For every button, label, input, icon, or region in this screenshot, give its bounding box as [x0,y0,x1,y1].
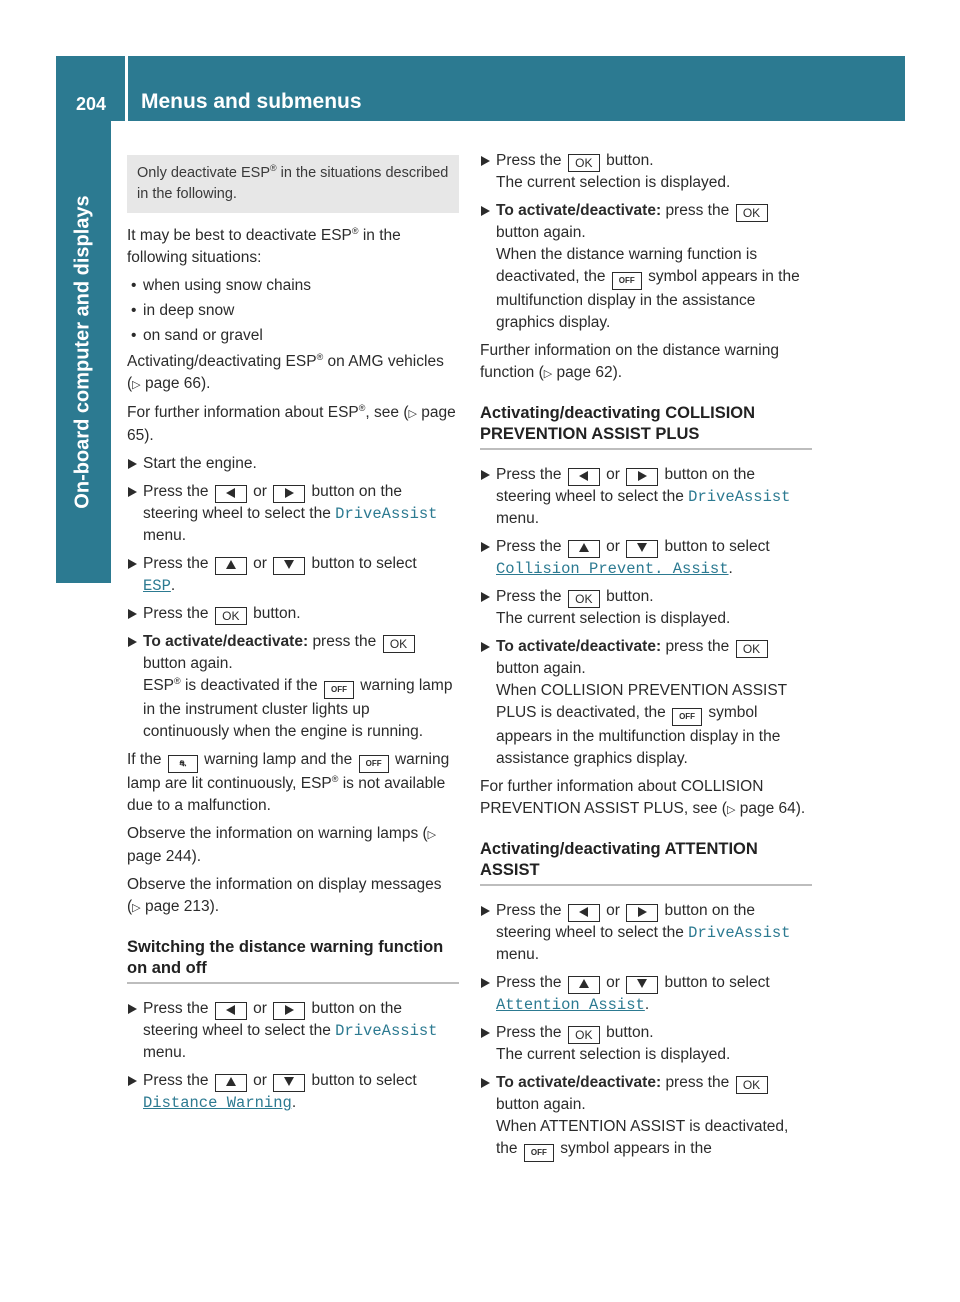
step-arrow-icon [128,559,137,569]
left-column [127,150,459,1120]
menu-name: DriveAssist [335,505,438,523]
side-tab-label: On-board computer and displays [71,195,94,509]
left-arrow-button-icon [568,904,600,922]
page-title: Menus and submenus [141,90,362,113]
menu-name: DriveAssist [688,488,791,506]
step: Press the or button on the steering wheel to select the DriveAssist menu. [480,900,812,966]
step: To activate/deactivate: press the OK button again. When ATTENTION ASSIST is deactivated, the OFF symbol appears in the [480,1072,812,1162]
step: Press the OK button. The current selection is displayed. [480,1022,812,1066]
ok-button-icon: OK [568,1026,600,1044]
step: Press the or button to select Distance Warning. [127,1070,459,1114]
further-text: Further information on the distance warning function (▷ page 62). [480,342,779,381]
note-box: Only deactivate ESP® in the situations described in the following. [127,155,459,213]
menu-item-name: Attention Assist [496,996,645,1014]
page-link[interactable]: page 244). [127,848,202,865]
page-ref-icon: ▷ [427,829,437,841]
step: To activate/deactivate: press the OK button again. ESP® is deactivated if the OFF warning lamp in the instrument cluster lights up continuously when the engine is running. [127,631,459,743]
right-arrow-button-icon [626,468,658,486]
esp-off-warning-lamp-icon: OFF [359,755,389,773]
step-arrow-icon [481,156,490,166]
step-arrow-icon [481,470,490,480]
page-ref-icon: ▷ [132,379,141,391]
ok-button-icon: OK [215,607,247,625]
step-arrow-icon [128,1076,137,1086]
bullet-list [127,275,459,347]
step: Press the or button to select Collision Prevent. Assist. [480,536,812,580]
step: Press the OK button. The current selection is displayed. [480,586,812,630]
menu-name: DriveAssist [335,1022,438,1040]
section-heading: Activating/deactivating COLLISION PREVENTION ASSIST PLUS [480,403,812,450]
observe-text: Observe the information on warning lamps (▷ page 244). [127,825,437,865]
header-divider [125,56,128,121]
step-arrow-icon [128,609,137,619]
down-arrow-button-icon [273,557,305,575]
right-arrow-button-icon [273,485,305,503]
further-text: For further information about ESP®, see (▷ page 65). [127,402,456,444]
page-link[interactable]: page 66). [144,375,211,392]
ok-button-icon: OK [383,635,415,653]
step-arrow-icon [481,592,490,602]
step-arrow-icon [481,206,490,216]
step-arrow-icon [481,906,490,916]
ok-button-icon: OK [568,154,600,172]
page-ref-icon: ▷ [726,804,736,816]
right-column [480,150,812,1168]
page-link[interactable]: page 213). [144,898,220,915]
step: Press the OK button. [127,603,459,625]
step-arrow-icon [481,978,490,988]
esp-warning-lamp-icon: ⛐ [168,755,198,773]
distance-warning-off-icon: OFF [612,272,642,290]
menu-item-name: ESP [143,577,171,595]
down-arrow-button-icon [273,1074,305,1092]
left-arrow-button-icon [568,468,600,486]
step-arrow-icon [128,487,137,497]
left-arrow-button-icon [215,485,247,503]
list-item: • on sand or gravel [127,325,459,347]
amg-text: Activating/deactivating ESP® on AMG vehicles (▷ page 66). [127,351,444,392]
section-heading: Activating/deactivating ATTENTION ASSIST [480,839,812,886]
step-arrow-icon [481,642,490,652]
step-arrow-icon [128,637,137,647]
ifthe-text: If the ⛐ warning lamp and the OFF warning lamp are lit continuously, ESP® is not available due to a malfunction. [127,751,450,814]
step-arrow-icon [481,1078,490,1088]
left-arrow-button-icon [215,1002,247,1020]
ok-button-icon: OK [568,590,600,608]
step-arrow-icon [128,459,137,469]
up-arrow-button-icon [215,557,247,575]
step: Press the OK button. The current selection is displayed. [480,150,812,194]
page-ref-icon: ▷ [408,408,417,420]
collision-prevention-off-icon: OFF [672,708,702,726]
ok-button-icon: OK [736,204,768,222]
ok-button-icon: OK [736,640,768,658]
page-link[interactable]: page 64). [739,800,806,817]
right-arrow-button-icon [626,904,658,922]
further-text: For further information about COLLISION PREVENTION ASSIST PLUS, see (▷ page 64). [480,778,806,817]
list-item: • when using snow chains [127,275,459,297]
page-ref-icon: ▷ [543,368,553,380]
attention-assist-off-icon: OFF [524,1144,554,1162]
up-arrow-button-icon [568,976,600,994]
step-arrow-icon [481,542,490,552]
up-arrow-button-icon [215,1074,247,1092]
list-item: • in deep snow [127,300,459,322]
down-arrow-button-icon [626,976,658,994]
observe-text: Observe the information on display messages (▷ page 213). [127,876,442,915]
down-arrow-button-icon [626,540,658,558]
step: To activate/deactivate: press the OK button again. When COLLISION PREVENTION ASSIST PLUS is deactivated, the OFF symbol appears in the multifunction display in the assistance graphics display. [480,636,812,770]
page-link[interactable]: page 65). [127,404,456,444]
step: Start the engine. [127,453,459,475]
page-link[interactable]: page 62). [556,364,623,381]
right-arrow-button-icon [273,1002,305,1020]
step: Press the or button to select ESP. [127,553,459,597]
section-heading: Switching the distance warning function on and off [127,937,459,984]
esp-off-warning-lamp-icon: OFF [324,681,354,699]
step: Press the or button on the steering wheel to select the DriveAssist menu. [127,998,459,1064]
step: Press the or button to select Attention Assist. [480,972,812,1016]
step-arrow-icon [128,1004,137,1014]
step: Press the or button on the steering wheel to select the DriveAssist menu. [127,481,459,547]
page-number: 204 [75,94,107,114]
intro-text: It may be best to deactivate ESP® in the following situations: [127,225,401,266]
menu-name: DriveAssist [688,924,791,942]
up-arrow-button-icon [568,540,600,558]
ok-button-icon: OK [736,1076,768,1094]
step: To activate/deactivate: press the OK button again. When the distance warning function is deactivated, the OFF symbol appears in the multifunction display in the assistance graphics display. [480,200,812,334]
menu-item-name: Distance Warning [143,1094,292,1112]
step: Press the or button on the steering wheel to select the DriveAssist menu. [480,464,812,530]
page-ref-icon: ▷ [132,902,141,914]
step-arrow-icon [481,1028,490,1038]
menu-item-name: Collision Prevent. Assist [496,560,729,578]
